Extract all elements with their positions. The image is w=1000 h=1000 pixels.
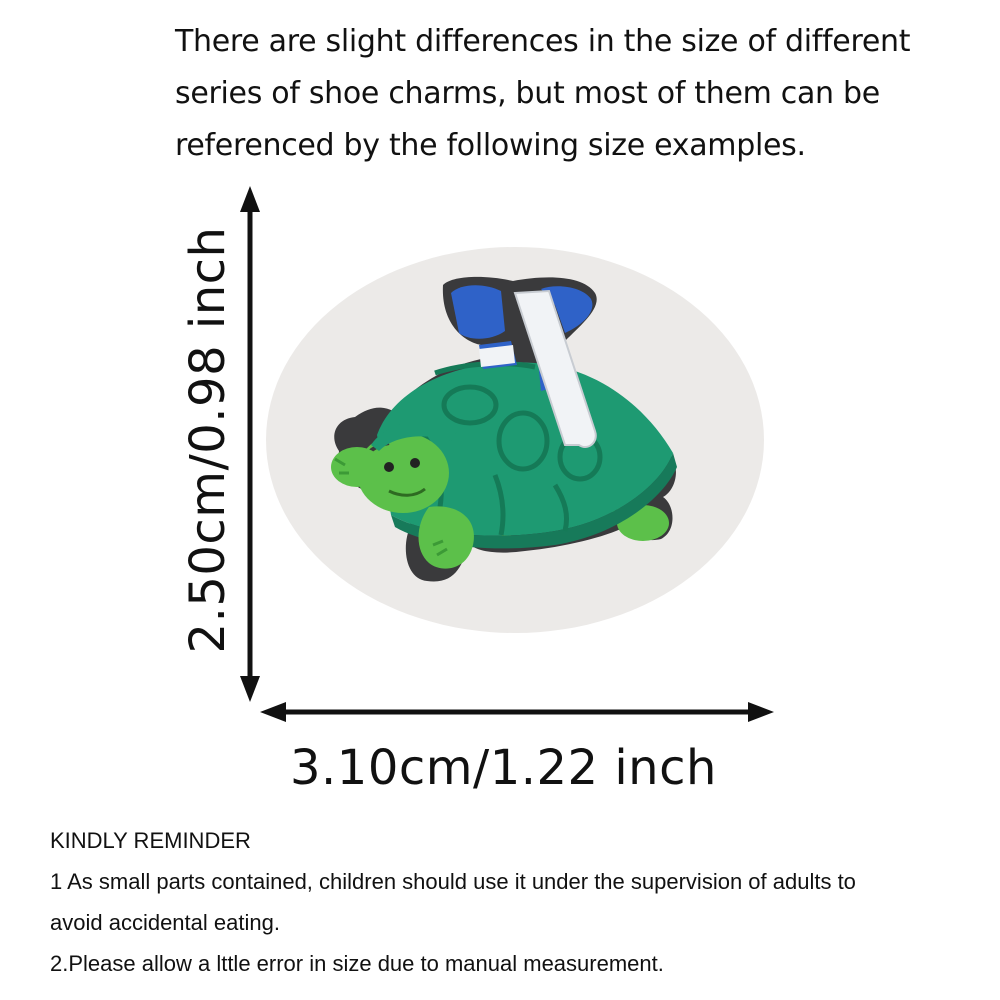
reminder-line: avoid accidental eating.: [50, 910, 280, 935]
intro-line: referenced by the following size examples.: [175, 128, 806, 163]
intro-line: series of shoe charms, but most of them can be: [175, 76, 880, 111]
height-arrow-icon: [240, 186, 260, 702]
kindly-reminder: [50, 820, 990, 984]
turtle-charm-image: [265, 245, 765, 635]
height-dimension-label: 2.50cm/0.98 inch: [180, 226, 236, 654]
width-arrow-icon: [260, 702, 774, 722]
intro-line: There are slight differences in the size of different: [175, 24, 911, 59]
reminder-line: 1 As small parts contained, children should use it under the supervision of adults to: [50, 869, 856, 894]
reminder-heading: KINDLY REMINDER: [50, 828, 251, 853]
reminder-line: 2.Please allow a lttle error in size due to manual measurement.: [50, 951, 664, 976]
width-dimension-label: 3.10cm/1.22 inch: [290, 740, 717, 796]
